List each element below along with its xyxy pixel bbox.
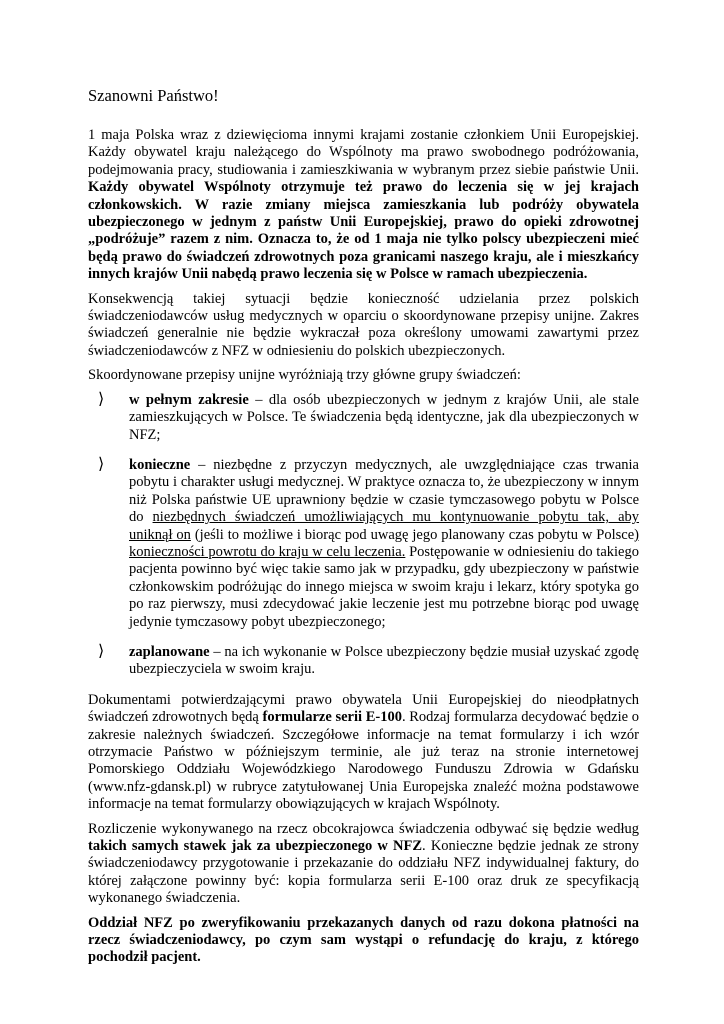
paragraph-payment	[88, 915, 639, 967]
settlement-text: . Konieczne będzie jednak ze strony świadczeniodawcy przygotowanie i przekazanie do oddziału NFZ indywidualnej faktury, do której załączone powinny być: kopia formularza serii E-100 oraz druk ze specyfikacją wykonanego świadczenia.	[88, 838, 639, 907]
benefit-groups-list	[88, 392, 639, 679]
paragraph-intro	[88, 127, 639, 284]
intro-text: 1 maja Polska wraz z dziewięcioma innymi krajami zostanie członkiem Unii Europejskiej. Każdy obywatel kraju należącego do Wspólnoty ma prawo swobodnego podróżowania, podejmowania pracy, studiowania i zamieszkiwania w wybranym przez siebie państwie Unii.	[88, 127, 639, 178]
group-term: zaplanowane	[129, 643, 210, 660]
bullet-icon: ⟩	[98, 390, 105, 408]
paragraph-consequence: Konsekwencją takiej sytuacji będzie konieczność udzielania przez polskich świadczeniodawców usług medycznych w oparciu o skoordynowane przepisy unijne. Zakres świadczeń generalnie nie będzie wykraczał poza określony umowami zawartymi przez świadczeniodawców z NFZ w odniesieniu do polskich ubezpieczonych.	[88, 290, 639, 359]
settlement-bold-text: takich samych stawek jak za ubezpieczonego w NFZ	[88, 838, 423, 855]
list-item-planned	[88, 644, 639, 679]
paragraph-settlement	[88, 821, 639, 908]
letter-body	[88, 127, 639, 974]
bullet-icon: ⟩	[98, 455, 105, 473]
intro-bold-text: Każdy obywatel Wspólnoty otrzymuje też prawo do leczenia się w jej krajach członkowskich. W razie zmiany miejsca zamieszkania lub podróży obywatela ubezpieczonego w jednym z państw Unii Europejskiej, prawo do opieki zdrowotnej „podróżuje” razem z nim. Oznacza to, że od 1 maja nie tylko polscy ubezpieczeni mieć będą prawo do świadczeń zdrowotnych poza granicami naszego kraju, ale i mieszkańcy innych krajów Unii nabędą prawo leczenia się w Polsce w ramach ubezpieczenia.	[88, 179, 639, 283]
list-item-necessary	[88, 457, 639, 631]
group-term: konieczne	[129, 456, 191, 473]
group-term: w pełnym zakresie	[129, 391, 249, 408]
list-item-full-scope	[88, 392, 639, 444]
forms-text: . Rodzaj formularza decydować będzie o zakresie należnych świadczeń. Szczegółowe informacje na temat formularzy i ich wzór otrzymacie Państwo w późniejszym terminie, ale już teraz na stronie internetowej Pomorskiego Oddziału Wojewódzkiego Narodowego Funduszu Zdrowia w Gdańsku (www.nfz-gdansk.pl) w rubryce zatytułowanej Unia Europejska znaleźć można podstawowe informacje na temat formularzy obowiązujących w krajach Wspólnoty.	[88, 709, 639, 813]
bullet-icon: ⟩	[98, 642, 105, 660]
underlined-text: ) konieczności powrotu do kraju w celu leczenia.	[129, 526, 639, 560]
group-description: (jeśli to możliwe i biorąc pod uwagę jego planowany czas pobytu w Polsce	[190, 526, 635, 543]
group-description: Postępowanie w odniesieniu do takiego pacjenta powinno być więc takie samo jak w przypadku, gdy ubezpieczony w państwie członkowskim podróżując do innego miejsca w swoim kraju i lekarz, który spotyka go po raz pierwszy, musi zdecydować jakie leczenie jest mu potrzebne biorąc pod uwagę jedynie tymczasowy pobyt ubezpieczonego;	[129, 543, 639, 630]
underlined-text: niezbędnych świadczeń umożliwiających mu kontynuowanie pobytu tak, aby uniknął on	[129, 509, 640, 543]
group-description: – niezbędne z przyczyn medycznych, ale uwzględniające czas trwania pobytu i charakter usługi medycznej. W praktyce oznacza to, że ubezpieczony w innym niż Polska państwie UE uprawniony będzie w czasie tymczasowego pobytu w Polsce do	[129, 456, 639, 526]
forms-bold-text: formularze serii E-100	[262, 709, 402, 726]
salutation: Szanowni Państwo!	[88, 86, 219, 105]
group-description: – na ich wykonanie w Polsce ubezpieczony będzie musiał uzyskać zgodę ubezpieczyciela w swoim kraju.	[129, 643, 639, 678]
settlement-text: Rozliczenie wykonywanego na rzecz obcokrajowca świadczenia odbywać się będzie według	[88, 820, 639, 837]
group-description: – dla osób ubezpieczonych w jednym z krajów Unii, ale stale zamieszkujących w Polsce. Te świadczenia będą identyczne, jak dla ubezpieczonych w NFZ;	[129, 391, 639, 443]
paragraph-groups-intro: Skoordynowane przepisy unijne wyróżniają trzy główne grupy świadczeń:	[88, 367, 521, 384]
forms-text: Dokumentami potwierdzającymi prawo obywatela Unii Europejskiej do nieodpłatnych świadczeń zdrowotnych będą	[88, 691, 639, 726]
payment-bold-text: Oddział NFZ po zweryfikowaniu przekazanych danych od razu dokona płatności na rzecz świadczeniodawcy, po czym sam wystąpi o refundację do kraju, z którego pochodził pacjent.	[88, 914, 639, 966]
paragraph-forms	[88, 692, 639, 814]
